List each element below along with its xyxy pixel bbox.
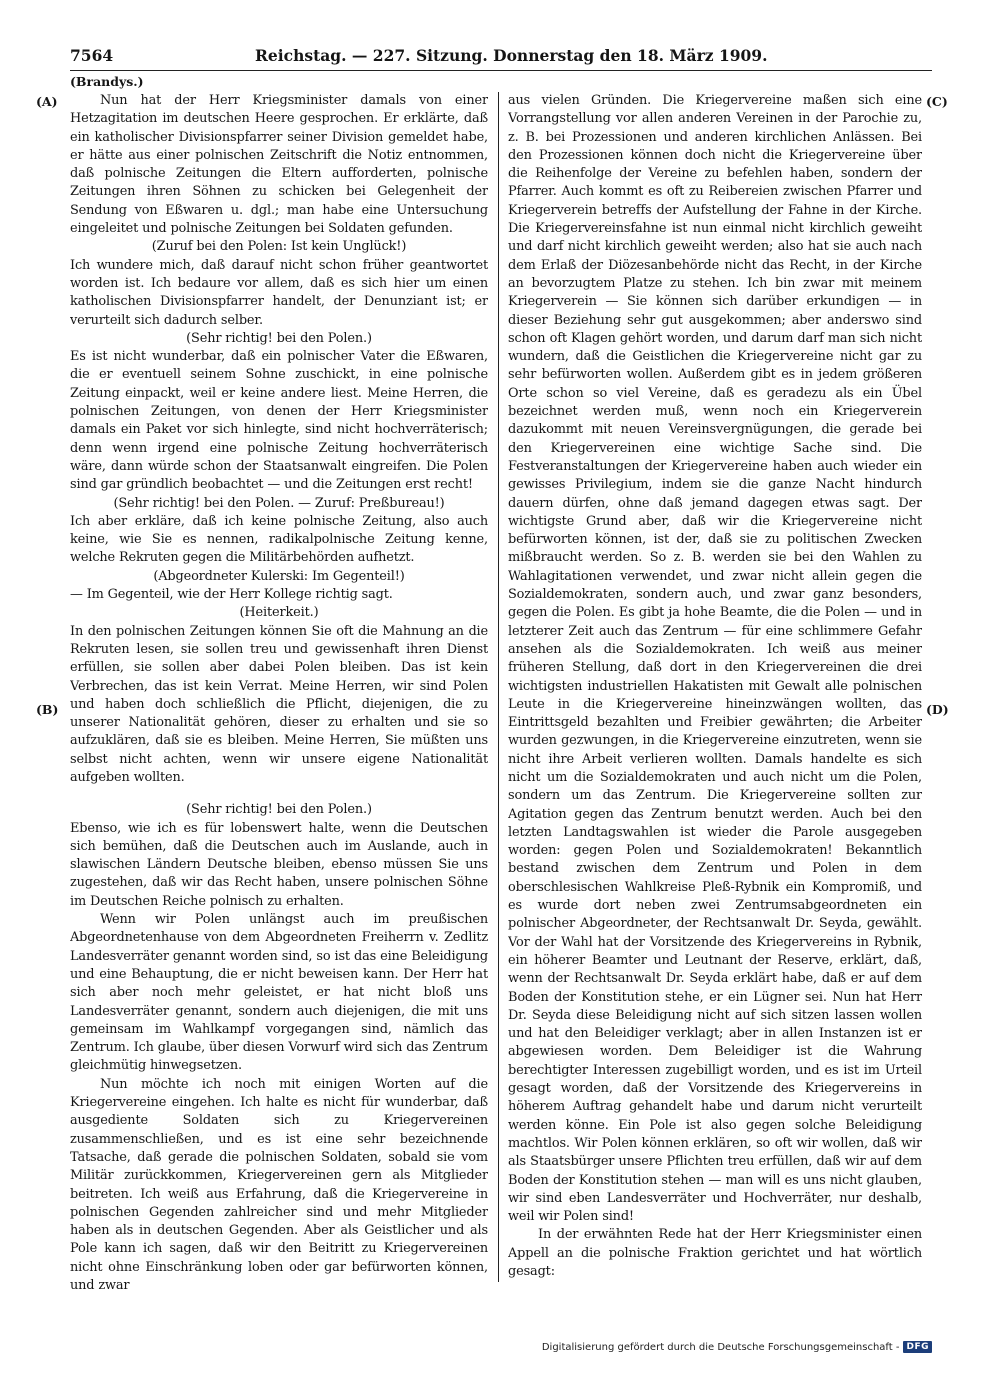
- speaker-name: (Brandys.): [70, 74, 144, 89]
- page-number: 7564: [70, 46, 114, 65]
- paragraph: — Im Gegenteil, wie der Herr Kollege richtig sagt.: [70, 587, 393, 603]
- interjection: (Heiterkeit.): [239, 605, 319, 621]
- paragraph: aus vielen Gründen. Die Kriegervereine maßen sich eine Vorrangstellung vor allen anderen Vereinen in der Parochie zu, z. B. bei Prozessionen und anderen kirchlichen Anlässen. Bei den Prozessionen können doch nicht die Kriegervereine über die Reihenfolge der Vereine zu befehlen haben, sondern der Pfarrer. Auch kommt es oft zu Reibereien zwischen Pfarrer und Kriegerverein betreffs der Aufstellung der Fahne in der Kirche. Die Kriegervereinsfahne ist nun einmal nicht kirchlich geweiht und darf nicht kirchlich geweiht werden; also hat sie auch nach dem Erlaß der Diözesanbehörde nicht das Recht, in der Kirche an bevorzugtem Platze zu stehen. Ich bin zwar mit meinem Kriegerverein — Sie können sich darüber erkundigen — in dieser Beziehung sehr gut ausgekommen; aber anderswo sind schon oft Klagen gehört worden, und darum darf man sich nicht wundern, daß die Geistlichen die Kriegervereine nicht gar zu sehr befürworten wollen. Außerdem gibt es in jedem größeren Orte schon so viel Vereine, daß es geradezu als ein Übel bezeichnet werden muß, wenn noch ein Kriegerverein dazukommt mit neuen Vereinsvergnügungen, die gerade bei den Kriegervereinen eine wichtige Sache sind. Die Festveranstaltungen der Kriegervereine haben auch wieder ein gewisses Privilegium, indem sie die ganze Nacht hindurch dauern dürfen, ohne daß jemand dagegen etwas sagt. Der wichtigste Grund aber, daß wir die Kriegervereine nicht befürworten können, ist der, daß sie zu politischen Zwecken mißbraucht werden. So z. B. werden sie bei den Wahlen zu Wahlagitationen verwendet, und zwar nicht allein gegen die Sozialdemokraten, sondern auch, und zwar ganz besonders, gegen die Polen. Es gibt ja hohe Beamte, die die Polen — und in letzterer Zeit auch das Zentrum — für eine schlimmere Gefahr ansehen als die Sozialdemokraten. Ich weiß aus meiner früheren Stellung, daß dort in den Kriegervereinen die drei wichtigsten industriellen Hakatisten mit Gewalt alle polnischen Leute in die Kriegervereine hineinzwängen wollten, das Eintrittsgeld bezahlten und Freibier gewährten; die Arbeiter wurden gezwungen, in die Kriegervereine einzutreten, wenn sie nicht ihre Arbeit verlieren wollten. Damals handelte es sich nicht um die Sozialdemokraten und auch nicht um die Polen, sondern um das Zentrum. Die Kriegervereine sollten zur Agitation gegen das Zentrum benutzt werden. Auch bei den letzten Landtagswahlen ist wieder die Parole ausgegeben worden: gegen Polen und Sozialdemokraten! Bekanntlich bestand zwischen dem Zentrum und Polen in dem oberschlesischen Wahlkreise Pleß-Rybnik ein Kompromiß, und es wurde dort neben zwei Zentrumsabgeordneten ein polnischer Abgeordneter, der Rechtsanwalt Dr. Seyda, gewählt. Vor der Wahl hat der Vorsitzende des Kriegervereins in Rybnik, ein höherer Beamter und Leutnant der Reserve, erklärt, daß, wenn der Rechtsanwalt Dr. Seyda erklärt habe, daß er auf dem Boden der Konstitution stehe, er ein Lügner sei. Nun hat Herr Dr. Seyda diese Beleidigung nicht auf sich sitzen lassen wollen und hat den Beleidiger verklagt; aber in allen Instanzen ist er abgewiesen worden. Dem Beleidiger ist die Wahrung berechtigter Interessen zugebilligt worden, und es ist im Urteil gesagt worden, daß der Vorsitzende des Kriegervereins in höherem Auftrag gehandelt habe und darum nicht verurteilt werden könne. Ein Pole ist also gegen solche Beleidigung machtlos. Wir Polen können erklären, so oft wir wollen, daß wir als Staatsbürger unsere Pflichten treu erfüllen, daß wir auf dem Boden der Konstitution stehen — man will es uns nicht glauben, wir sind eben Landesverräter und Hochverräter, nur deshalb, weil wir Polen sind!: [508, 93, 922, 1225]
- right-column: [508, 92, 922, 1292]
- margin-marker-d: (D): [926, 702, 949, 717]
- paragraph: Ich aber erkläre, daß ich keine polnische Zeitung, also auch keine, wie Sie es nennen, radikalpolnische Zeitung kenne, welche Rekruten gegen die Militärbehörden aufhetzt.: [70, 513, 488, 566]
- footer-credit: Digitalisierung gefördert durch die Deutsche Forschungsgemeinschaft -: [541, 1341, 900, 1353]
- header-rule: [70, 70, 932, 71]
- running-head: Reichstag. — 227. Sitzung. Donnerstag den 18. März 1909.: [255, 46, 768, 65]
- paragraph: In den polnischen Zeitungen können Sie oft die Mahnung an die Rekruten lesen, sie sollen treu und gewissenhaft ihren Dienst erfüllen, sie sollen aber dabei Polen bleiben. Das ist kein Verbrechen, das ist kein Verrat. Meine Herren, wir sind Polen und haben doch schließlich die Pflicht, diejenigen, die zu unserer Nationalität gehören, dieser zu erhalten und sie so aufzuklären, daß sie es bleiben. Meine Herren, Sie müßten uns selbst nicht achten, wenn wir unsere eigene Nationalität aufgeben wollten.: [70, 623, 488, 785]
- column-divider: [498, 92, 499, 1282]
- margin-marker-b: (B): [36, 702, 59, 717]
- paragraph: Nun hat der Herr Kriegsminister damals von einer Hetzagitation im deutschen Heere gesprochen. Er erklärte, daß ein katholischer Divisionspfarrer seiner Division gemeldet habe, er hätte aus einer polnischen Zeitschrift die Notiz entnommen, daß polnische Zeitungen die Eltern aufforderten, polnische Zeitungen ihren Söhnen zu schicken bei Gelegenheit der Sendung von Eßwaren u. dgl.; man habe eine Untersuchung eingeleitet und polnische Zeitungen bei Soldaten gefunden.: [70, 93, 488, 237]
- margin-marker-c: (C): [926, 94, 948, 109]
- left-column: [70, 92, 488, 1292]
- paragraph: Wenn wir Polen unlängst auch im preußischen Abgeordnetenhause von dem Abgeordneten Freiherrn v. Zedlitz Landesverräter genannt worden sind, so ist das eine Beleidigung und eine Behauptung, die er nicht beweisen kann. Der Herr hat sich aber noch mehr geleistet, er hat nicht bloß uns Landesverräter genannt, sondern auch diejenigen, die mit uns gemeinsam im Wahlkampf vorgegangen sind, nämlich das Zentrum. Ich glaube, über diesen Vorwurf wird sich das Zentrum gleichmütig hinwegsetzen.: [70, 912, 488, 1074]
- interjection: (Abgeordneter Kulerski: Im Gegenteil!): [153, 568, 405, 584]
- dfg-logo-icon: DFG: [903, 1341, 932, 1353]
- interjection: (Zuruf bei den Polen: Ist kein Unglück!): [151, 239, 407, 255]
- interjection: (Sehr richtig! bei den Polen.): [186, 802, 372, 818]
- paragraph: Es ist nicht wunderbar, daß ein polnischer Vater die Eßwaren, die er eventuell seinem Sohne zuschickt, in eine polnische Zeitung einpackt, weil er keine andere liest. Meine Herren, die polnischen Zeitungen, von denen der Herr Kriegsminister damals ein Paket vor sich hinlegte, sind nicht hochverräterisch; denn wenn irgend eine polnische Zeitung hochverräterisch wäre, dann würde schon der Staatsanwalt eingreifen. Die Polen sind gar gründlich beobachtet — und die Zeitungen erst recht!: [70, 349, 488, 493]
- interjection: (Sehr richtig! bei den Polen. — Zuruf: Preßbureau!): [113, 495, 445, 511]
- interjection: (Sehr richtig! bei den Polen.): [186, 330, 372, 346]
- paragraph: Ich wundere mich, daß darauf nicht schon früher geantwortet worden ist. Ich bedaure vor allem, daß es sich hier um einen katholischen Divisionspfarrer handelt, der Denunziant ist; er verurteilt sich dadurch selber.: [70, 257, 488, 328]
- footer: [542, 1341, 932, 1353]
- paragraph: Nun möchte ich noch mit einigen Worten auf die Kriegervereine eingehen. Ich halte es nicht für wunderbar, daß ausgediente Soldaten sich zu Kriegervereinen zusammenschließen, und es ist eine sehr bezeichnende Tatsache, daß gerade die polnischen Soldaten, sobald sie vom Militär zurückkommen, Kriegervereinen gern als Mitglieder beitreten. Ich weiß aus Erfahrung, daß die Kriegervereine in polnischen Gegenden zahlreicher sind und mehr Mitglieder haben als in deutschen Gegenden. Aber als Geistlicher und als Pole kann ich sagen, daß wir den Beitritt zu Kriegervereinen nicht ohne Einschränkung loben oder gar befürworten können, und zwar: [70, 1076, 488, 1292]
- paragraph: Ebenso, wie ich es für lobenswert halte, wenn die Deutschen sich bemühen, daß die Deutschen auch im Auslande, auch in slawischen Ländern Deutsche bleiben, ebenso müssen Sie uns zugestehen, daß wir das Recht haben, unsere polnischen Söhne im Deutschen Reiche polnisch zu erhalten.: [70, 820, 488, 909]
- page-header: [70, 46, 930, 70]
- margin-marker-a: (A): [36, 94, 58, 109]
- paragraph: In der erwähnten Rede hat der Herr Kriegsminister einen Appell an die polnische Fraktion gerichtet und hat wörtlich gesagt:: [508, 1227, 922, 1279]
